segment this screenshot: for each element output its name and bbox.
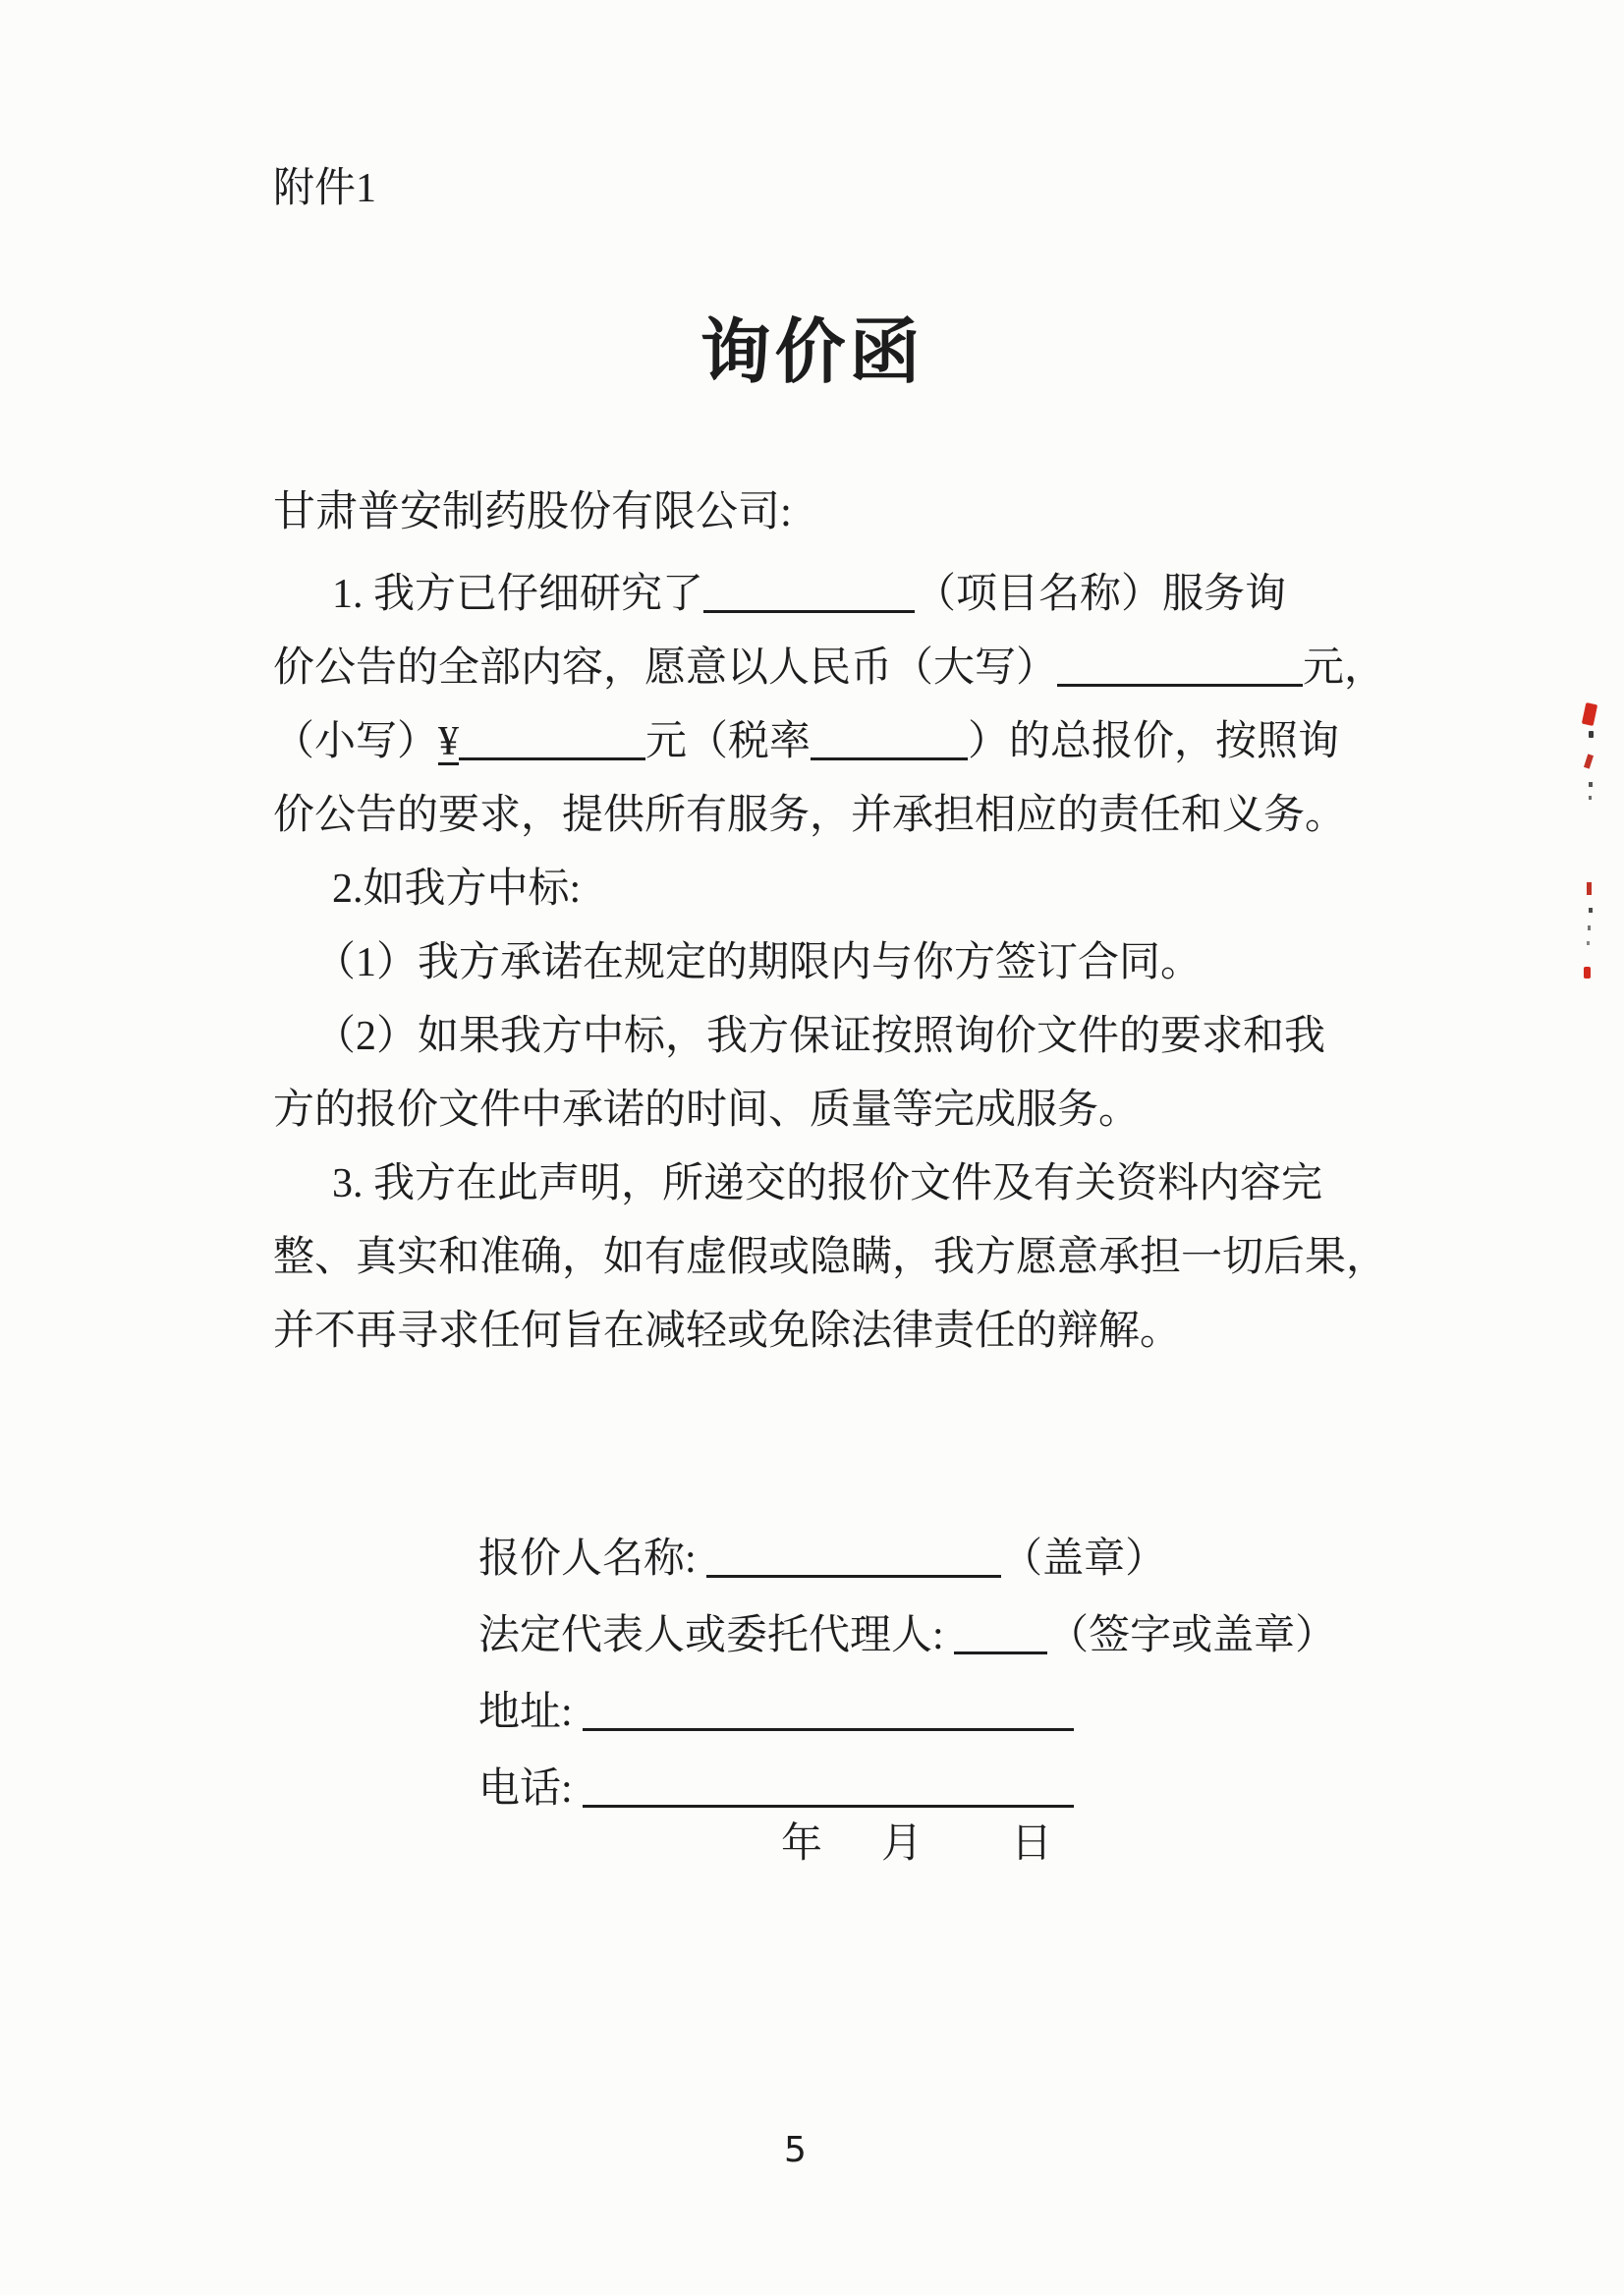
- scan-artifact-red-slash: [1584, 754, 1594, 768]
- body-line: [273, 632, 1386, 705]
- text-segment: 价公告的全部内容，愿意以人民币（大写）: [273, 645, 1058, 691]
- signature-line: [478, 1674, 1461, 1751]
- blank-field: [583, 1728, 1074, 1731]
- text-segment: 价公告的要求，提供所有服务，并承担相应的责任和义务。: [273, 793, 1347, 838]
- text-segment: 1. 我方已仔细研究了: [332, 572, 704, 617]
- text-segment: 3. 我方在此声明，所递交的报价文件及有关资料内容完: [332, 1161, 1323, 1206]
- text-segment: 2.如我方中标:: [332, 867, 582, 912]
- text-segment: 并不再寻求任何旨在减轻或免除法律责任的辩解。: [273, 1309, 1182, 1354]
- body-line: [273, 1221, 1388, 1295]
- blank-field: [706, 1575, 1001, 1578]
- attachment-label: 附件1: [273, 166, 377, 211]
- scan-artifact-dot: [1589, 796, 1592, 800]
- scan-artifact-dot: [1589, 782, 1593, 787]
- body-line: [273, 926, 1334, 1000]
- text-segment: （签字或盖章）: [1047, 1613, 1337, 1658]
- body-line: [273, 853, 1334, 926]
- page-number: 5: [784, 2130, 807, 2170]
- text-segment: 整、真实和准确，如有虚假或隐瞒，我方愿意承担一切后果，: [273, 1235, 1388, 1280]
- salutation-line: 甘肃普安制药股份有限公司:: [273, 489, 792, 535]
- text-segment: 月: [881, 1821, 924, 1867]
- scan-artifact-red-speck: [1584, 967, 1591, 979]
- text-segment: （2）如果我方中标，我方保证按照询价文件的要求和我: [314, 1014, 1326, 1059]
- blank-field: [1057, 684, 1303, 687]
- text-segment: （小写）: [273, 719, 439, 764]
- spacer: [923, 1856, 1011, 1857]
- text-segment: 元（税率: [645, 719, 812, 764]
- text-segment: 元，: [1303, 645, 1386, 691]
- body-paragraphs: [273, 558, 1388, 1369]
- signature-line: [478, 1521, 1461, 1597]
- signature-block: [478, 1521, 1461, 1827]
- scan-artifact-red-blob: [1582, 702, 1597, 726]
- scan-artifact-dot: [1589, 908, 1593, 913]
- text-segment: 方的报价文件中承诺的时间、质量等完成服务。: [273, 1088, 1141, 1133]
- scan-artifact-dot: [1589, 731, 1594, 738]
- text-segment: 年: [781, 1821, 823, 1867]
- text-segment: （1）我方承诺在规定的期限内与你方签订合同。: [314, 940, 1203, 985]
- body-line: [273, 1074, 1334, 1148]
- body-line: [273, 779, 1347, 853]
- blank-field: [954, 1651, 1047, 1654]
- date-line: [781, 1806, 1371, 1882]
- scan-artifact-dot: [1587, 941, 1590, 945]
- blank-field: [459, 757, 645, 760]
- scan-artifact-dot: [1588, 925, 1591, 930]
- body-line: [273, 558, 1334, 632]
- text-segment: 电话:: [478, 1766, 584, 1812]
- body-line: [273, 1148, 1334, 1221]
- document-title: 询价函: [700, 313, 924, 392]
- scan-artifact-red-dash: [1587, 882, 1592, 895]
- body-line: [273, 705, 1340, 779]
- text-segment: （项目名称）服务询: [915, 572, 1287, 617]
- text-segment: 日: [1011, 1821, 1053, 1867]
- text-segment: ）的总报价，按照询: [968, 719, 1340, 764]
- body-line: [273, 1295, 1334, 1369]
- date-line-block: [781, 1806, 1371, 1882]
- text-segment: 法定代表人或委托代理人:: [478, 1613, 955, 1658]
- blank-field: [703, 610, 915, 613]
- text-segment: 报价人名称:: [478, 1537, 707, 1582]
- blank-field: [811, 757, 968, 760]
- spacer: [822, 1856, 881, 1857]
- text-segment: （盖章）: [1001, 1537, 1167, 1582]
- body-line: [273, 1000, 1334, 1074]
- signature-line: [478, 1597, 1461, 1674]
- text-segment: 地址:: [478, 1690, 584, 1735]
- text-segment: ¥: [438, 719, 460, 764]
